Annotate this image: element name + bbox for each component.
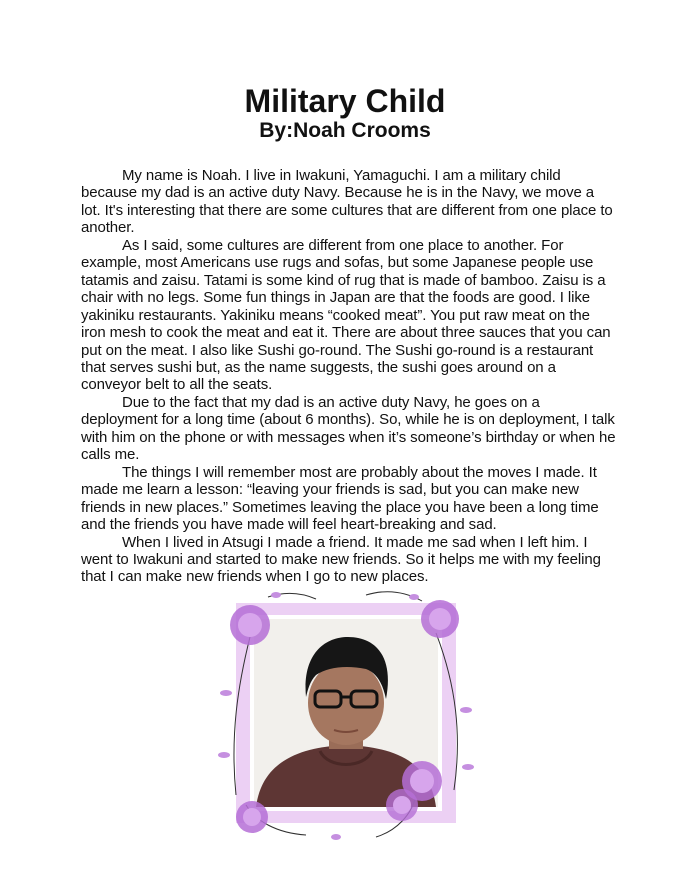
paragraph-1: My name is Noah. I live in Iwakuni, Yamaguchi. I am a military child because my dad is an active duty Navy. Because he is in the Navy, we move a lot. It's interesting that there are some cultures that are different from one place to another. (81, 167, 613, 237)
paragraph-5: When I lived in Atsugi I made a friend. It made me sad when I left him. I went to Iwakuni and started to make new friends. So it helps me with my feeling that I can make new friends when I go to new places. (81, 533, 601, 586)
framed-photo (216, 585, 476, 849)
paragraph-4: The things I will remember most are probably about the moves I made. It made me learn a lesson: “leaving your friends is sad, but you can make new friends in new places.” Sometimes leaving the place you have been a long time and the friends you have made will feel heart-breaking and sad. (81, 463, 599, 534)
paragraph-3: Due to the fact that my dad is an active duty Navy, he goes on a deployment for a long time (about 6 months). So, while he is on deployment, I talk with him on the phone or with messages when it’s someone’s birthday or when he calls me. (81, 393, 616, 464)
dandelion-top-left (230, 605, 270, 645)
document-title: Military Child (244, 83, 446, 119)
dandelion-top-right (421, 600, 459, 638)
paragraph-2: As I said, some cultures are different from one place to another. For example, most Americans use rugs and sofas, but some Japanese people use tatamis and zaisu. Tatami is some kind of rug that is made of bamboo. Zaisu is a chair with no legs. Some fun things in Japan are that the foods are good. I like yakiniku restaurants. Yakiniku means “cooked meat”. You put raw meat on the iron mesh to cook the meat and eat it. There are about three sauces that you can put on the meat. I also like Sushi go-round. The Sushi go-round is a restaurant that serves sushi but, as the name suggests, the sushi goes around on a conveyor belt to all the seats. (81, 236, 611, 394)
essay-body (81, 167, 616, 586)
author-byline: By:Noah Crooms (259, 119, 431, 142)
dandelion-bottom-left (236, 801, 268, 833)
